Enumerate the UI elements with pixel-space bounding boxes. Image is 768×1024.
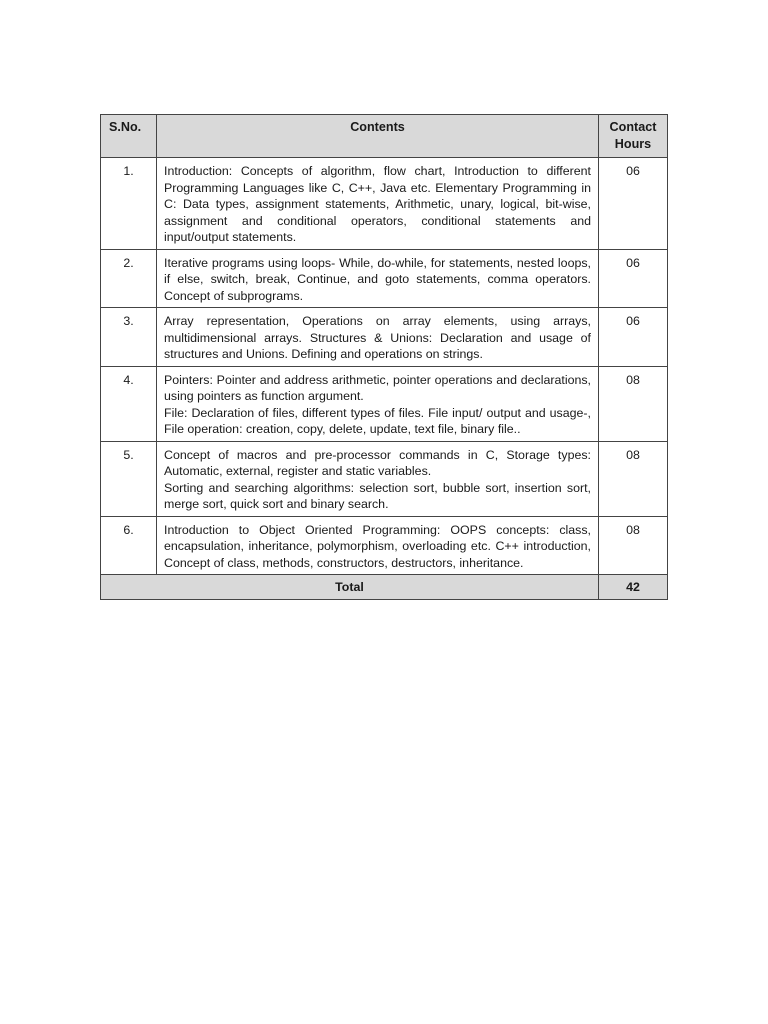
row-contact-hours: 08 [599, 441, 668, 516]
header-contact-hours [599, 115, 668, 158]
table-row [101, 516, 668, 575]
row-sno: 1. [101, 158, 157, 250]
total-row [101, 575, 668, 600]
row-contents-paragraph: Concept of macros and pre-processor commands in C, Storage types: Automatic, external, register and static variables. [164, 447, 591, 478]
syllabus-table [100, 114, 668, 600]
row-sno: 3. [101, 308, 157, 367]
row-contents-paragraph: Sorting and searching algorithms: selection sort, bubble sort, insertion sort, merge sort, quick sort and binary search. [164, 480, 591, 511]
table-header [101, 115, 668, 158]
row-sno: 5. [101, 441, 157, 516]
row-contact-hours: 06 [599, 249, 668, 308]
row-contents-paragraph: File: Declaration of files, different types of files. File input/ output and usage-, File operation: creation, copy, delete, update, text file, binary file.. [164, 405, 591, 436]
table-footer [101, 575, 668, 600]
row-contents-paragraph: Pointers: Pointer and address arithmetic, pointer operations and declarations, using pointers as function argument. [164, 372, 591, 403]
row-contents-paragraph: Introduction: Concepts of algorithm, flow chart, Introduction to different Programming Languages like C, C++, Java etc. Elementary Programming in C: Data types, assignment statements, Arithmetic, unary, logical, bit-wise, assignment and conditional operators, conditional statements and input/output statements. [164, 164, 591, 244]
row-contact-hours: 08 [599, 366, 668, 441]
header-sno: S.No. [101, 115, 157, 158]
table-row [101, 308, 668, 367]
table-row [101, 366, 668, 441]
row-contact-hours: 06 [599, 308, 668, 367]
row-contents [157, 308, 599, 367]
row-contents-paragraph: Iterative programs using loops- While, do-while, for statements, nested loops, if else, switch, break, Continue, and goto statements, comma operators. Concept of subprograms. [164, 255, 591, 303]
header-hours-line-2: Hours [614, 137, 652, 151]
table-row [101, 158, 668, 250]
table-body [101, 158, 668, 575]
row-sno: 2. [101, 249, 157, 308]
row-contents-paragraph: Introduction to Object Oriented Programming: OOPS concepts: class, encapsulation, inheritance, polymorphism, overloading etc. C++ introduction, Concept of class, methods, constructors, destructors, inheritance. [164, 522, 591, 570]
total-label: Total [101, 575, 599, 600]
row-contact-hours: 08 [599, 516, 668, 575]
row-contact-hours: 06 [599, 158, 668, 250]
row-contents [157, 366, 599, 441]
row-contents [157, 516, 599, 575]
table-row [101, 249, 668, 308]
row-contents-paragraph: Array representation, Operations on array elements, using arrays, multidimensional arrays. Structures & Unions: Declaration and usage of structures and Unions. Defining and operations on strings. [164, 314, 591, 361]
header-hours-line-1: Contact [609, 120, 657, 134]
row-contents [157, 441, 599, 516]
header-contents: Contents [157, 115, 599, 158]
row-sno: 6. [101, 516, 157, 575]
table-row [101, 441, 668, 516]
row-sno: 4. [101, 366, 157, 441]
header-row [101, 115, 668, 158]
total-hours: 42 [599, 575, 668, 600]
row-contents [157, 249, 599, 308]
row-contents [157, 158, 599, 250]
